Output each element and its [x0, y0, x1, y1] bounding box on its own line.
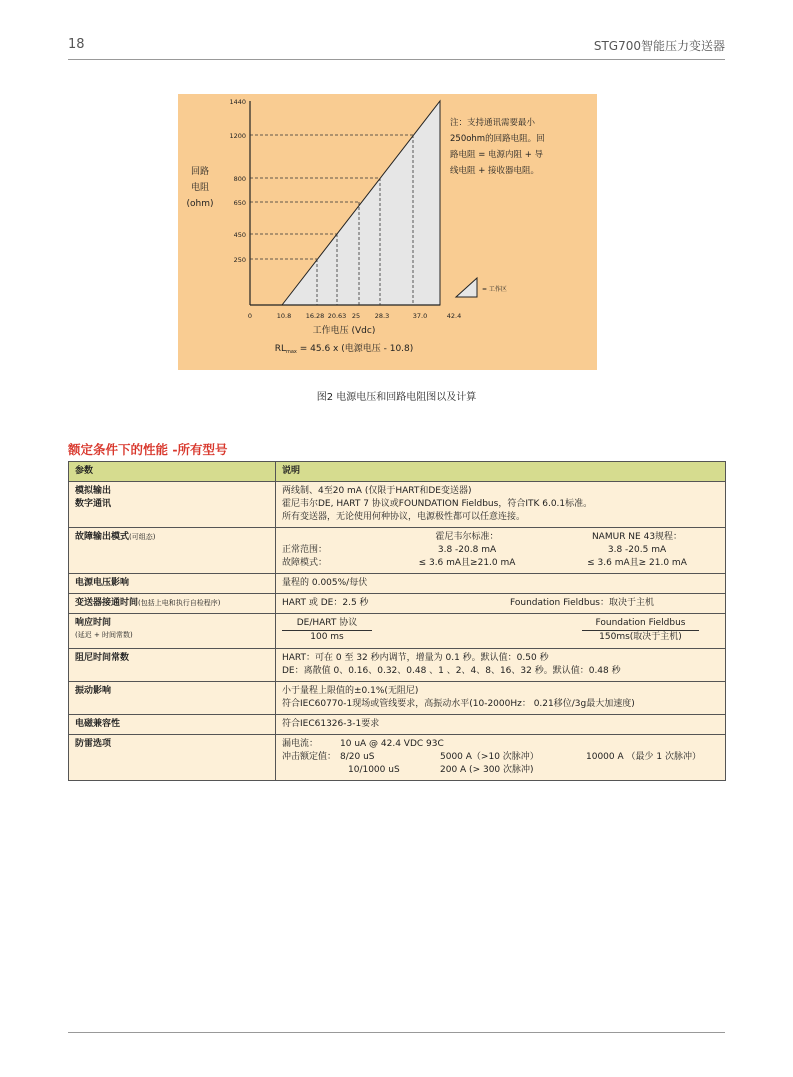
- value: 10000 A （最少 1 次脉冲）: [586, 751, 701, 762]
- footer-rule: [68, 1032, 725, 1033]
- document-title: STG700智能压力变送器: [593, 39, 725, 53]
- table-row: [69, 681, 726, 714]
- performance-table: [68, 461, 726, 781]
- row-label: 正常范围：: [282, 545, 328, 556]
- desc-cell: [276, 528, 726, 574]
- row-label: 漏电流：: [282, 738, 319, 749]
- y-tick-label: 250: [233, 256, 246, 264]
- table-header-row: [69, 462, 726, 482]
- x-tick-label: 0: [247, 312, 253, 320]
- header-rule: [68, 59, 725, 60]
- section-title: 额定条件下的性能 -所有型号: [68, 442, 228, 457]
- value: 10/1000 uS: [348, 764, 400, 775]
- value: ≤ 3.6 mA且≥21.0 mA: [418, 558, 516, 569]
- desc-cell: [276, 594, 726, 614]
- col-header: Foundation Fieldbus: [582, 617, 699, 631]
- y-tick-label: 1200: [229, 132, 246, 140]
- y-tick-label: 1440: [229, 98, 246, 106]
- value: 3.8 -20.8 mA: [437, 545, 497, 556]
- x-tick-label: 37.0: [412, 312, 428, 320]
- table-row: [69, 594, 726, 614]
- desc-cell: 符合IEC61326-3-1要求: [276, 714, 726, 734]
- desc-line: 符合IEC60770-1现场或管线要求，高振动水平(10-2000Hz： 0.21移位/3g最大加速度): [282, 698, 635, 709]
- x-tick-label: 42.4: [446, 312, 462, 320]
- desc-line: 所有变送器，无论使用何种协议，电源极性都可以任意连接。: [282, 512, 526, 523]
- param-text: 故障输出模式: [75, 532, 130, 543]
- formula: $RL_{max} = 45.6$ x (电源电压 - 10.8): [274, 344, 414, 355]
- header-desc: 说明: [276, 462, 726, 482]
- param-cell: 阻尼时间常数: [69, 648, 276, 681]
- x-axis-label: 工作电压 (Vdc): [312, 326, 376, 336]
- param-cell: [69, 614, 276, 648]
- y-axis-label: 回路: [190, 167, 210, 177]
- y-tick-label: 800: [233, 175, 246, 183]
- desc-cell: [276, 648, 726, 681]
- desc-cell: [276, 734, 726, 780]
- page-number: 18: [68, 37, 85, 52]
- value: 10 uA @ 42.4 VDC 93C: [340, 738, 444, 749]
- value: HART 或 DE：2.5 秒: [282, 598, 369, 609]
- operating-region: [282, 101, 440, 305]
- table-row: [69, 574, 726, 594]
- x-tick-label: 10.8: [276, 312, 292, 320]
- desc-cell: [276, 614, 726, 648]
- note-line: 路电阻 = 电源内阻 + 导: [450, 150, 544, 160]
- legend-triangle-icon: [456, 278, 477, 297]
- value: 3.8 -20.5 mA: [607, 545, 667, 556]
- desc-cell: [276, 482, 726, 528]
- value: 150ms(取决于主机): [599, 632, 682, 643]
- x-tick-label: 25: [351, 312, 361, 320]
- value: ≤ 3.6 mA且≥ 21.0 mA: [587, 558, 687, 569]
- x-tick-label: 28.3: [374, 312, 390, 320]
- value: 100 ms: [310, 632, 344, 643]
- param-note: (延迟 + 时间常数): [75, 631, 133, 640]
- x-tick-label: 20.63: [327, 312, 347, 320]
- table-row: [69, 614, 726, 648]
- y-tick-label: 450: [233, 231, 246, 239]
- param-cell: 电源电压影响: [69, 574, 276, 594]
- note-line: 线电阻 + 接收器电阻。: [450, 166, 540, 176]
- table-row: [69, 648, 726, 681]
- table-row: [69, 482, 726, 528]
- desc-cell: 量程的 0.005%/每伏: [276, 574, 726, 594]
- col-header: DE/HART 协议: [282, 617, 372, 631]
- value: Foundation Fieldbus：取决于主机: [510, 598, 654, 609]
- header-param: 参数: [69, 462, 276, 482]
- col-header: 霍尼韦尔标准：: [435, 532, 499, 543]
- desc-line: HART：可在 0 至 32 秒内调节，增量为 0.1 秒。默认值：0.50 秒: [282, 652, 549, 663]
- row-label: 冲击额定值：: [282, 751, 337, 762]
- param-cell: [69, 482, 276, 528]
- y-tick-label: 650: [233, 199, 246, 207]
- param-cell: 防雷选项: [69, 734, 276, 780]
- desc-line: 小于量程上限值的±0.1%(无阻尼): [282, 685, 419, 696]
- param-cell: [69, 594, 276, 614]
- desc-line: 霍尼韦尔DE, HART 7 协议或FOUNDATION Fieldbus，符合ITK 6.0.1标准。: [282, 499, 593, 510]
- note-line: 250ohm的回路电阻。回: [450, 134, 545, 144]
- value: 5000 A（>10 次脉冲）: [440, 751, 539, 762]
- param-line: 数字通讯: [75, 499, 112, 510]
- value: 8/20 uS: [340, 751, 375, 762]
- y-axis-label: (ohm): [186, 199, 214, 209]
- desc-cell: [276, 681, 726, 714]
- x-tick-label: 16.28: [305, 312, 325, 320]
- param-cell: [69, 528, 276, 574]
- loop-resistance-chart: [178, 94, 597, 370]
- table-row: [69, 714, 726, 734]
- figure-caption: 图2 电源电压和回路电阻图以及计算: [316, 392, 477, 403]
- y-axis-label: 电阻: [190, 183, 210, 193]
- desc-line: DE：离散值 0、0.16、0.32、0.48 、1 、2、4、8、16、32 秒。默认值：0.48 秒: [282, 665, 621, 676]
- param-cell: 电磁兼容性: [69, 714, 276, 734]
- param-note: (可组态): [129, 533, 156, 542]
- param-line: 模拟输出: [75, 486, 112, 497]
- param-cell: 振动影响: [69, 681, 276, 714]
- col-header: NAMUR NE 43规程：: [591, 532, 683, 543]
- table-row: [69, 528, 726, 574]
- voltage-resistance-figure: [178, 94, 597, 370]
- param-note: (包括上电和执行自检程序): [138, 599, 221, 608]
- note-line: 注：支持通讯需要最小: [450, 118, 536, 128]
- row-label: 故障模式：: [282, 558, 328, 569]
- legend-label: = 工作区: [482, 286, 507, 293]
- param-text: 响应时间: [75, 618, 112, 629]
- table-row: [69, 734, 726, 780]
- param-text: 变送器接通时间: [75, 598, 139, 609]
- value: 200 A (> 300 次脉冲): [440, 764, 534, 775]
- desc-line: 两线制、4至20 mA (仅限于HART和DE变送器): [282, 486, 472, 497]
